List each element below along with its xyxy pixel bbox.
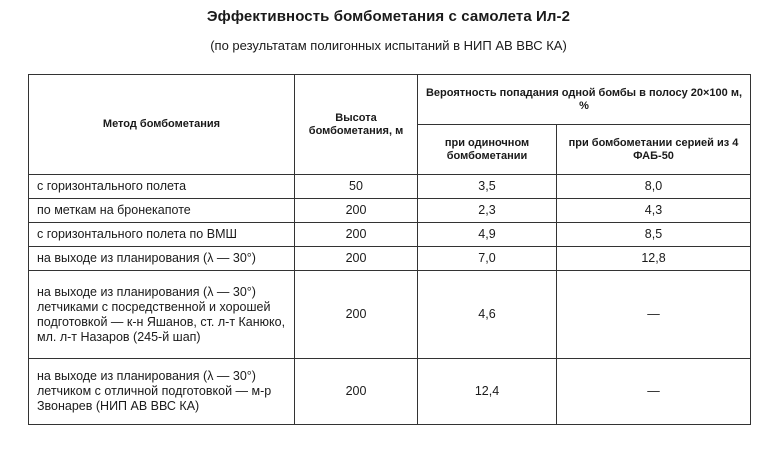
table-header-row [29, 75, 751, 125]
single-cell: 7,0 [418, 247, 557, 271]
series-cell: 12,8 [557, 247, 751, 271]
header-probability: Вероятность попадания одной бомбы в полосу 20×100 м, % [418, 75, 751, 125]
single-cell: 3,5 [418, 175, 557, 199]
header-series: при бомбометании серией из 4 ФАБ-50 [557, 125, 751, 175]
single-cell: 12,4 [418, 359, 557, 425]
method-cell: на выходе из планирования (λ — 30°) [29, 247, 295, 271]
height-cell: 200 [295, 247, 418, 271]
table-row [29, 175, 751, 199]
series-cell: 8,0 [557, 175, 751, 199]
single-cell: 2,3 [418, 199, 557, 223]
series-cell: 8,5 [557, 223, 751, 247]
page-subtitle: (по результатам полигонных испытаний в НИП АВ ВВС КА) [210, 38, 567, 53]
height-cell: 50 [295, 175, 418, 199]
single-cell: 4,6 [418, 271, 557, 359]
header-single: при одиночном бомбометании [418, 125, 557, 175]
table-row [29, 271, 751, 359]
method-cell: на выходе из планирования (λ — 30°) летчиками с посредственной и хорошей подготовкой — к-н Яшанов, ст. л-т Канюко, мл. л-т Назаров (245-й шап) [29, 271, 295, 359]
bombing-efficiency-table [28, 74, 751, 425]
single-cell: 4,9 [418, 223, 557, 247]
method-cell: с горизонтального полета по ВМШ [29, 223, 295, 247]
series-cell: — [557, 271, 751, 359]
method-cell: на выходе из планирования (λ — 30°) летчиком с отличной подготовкой — м-р Звонарев (НИП АВ ВВС КА) [29, 359, 295, 425]
header-method: Метод бомбометания [29, 75, 295, 175]
table-row [29, 223, 751, 247]
series-cell: — [557, 359, 751, 425]
height-cell: 200 [295, 359, 418, 425]
height-cell: 200 [295, 223, 418, 247]
series-cell: 4,3 [557, 199, 751, 223]
method-cell: с горизонтального полета [29, 175, 295, 199]
height-cell: 200 [295, 271, 418, 359]
table-row [29, 247, 751, 271]
table-row [29, 199, 751, 223]
page-title: Эффективность бомбометания с самолета Ил-2 [206, 8, 571, 25]
method-cell: по меткам на бронекапоте [29, 199, 295, 223]
header-height: Высота бомбометания, м [295, 75, 418, 175]
table-row [29, 359, 751, 425]
height-cell: 200 [295, 199, 418, 223]
